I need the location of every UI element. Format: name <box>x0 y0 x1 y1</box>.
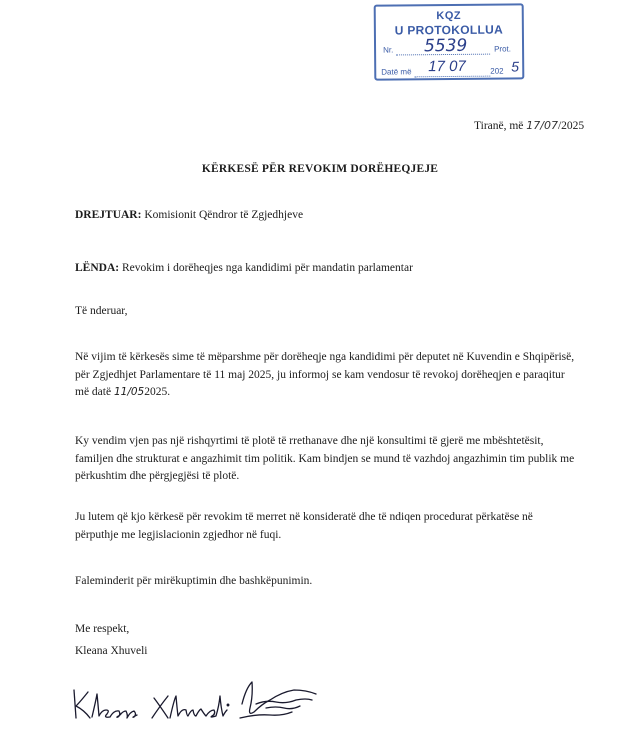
handwritten-signature <box>70 660 330 722</box>
stamp-nr-label: Nr. <box>383 45 394 55</box>
closing: Me respekt, <box>75 623 130 635</box>
addressee-value: Komisionit Qëndror të Zgjedhjeve <box>144 209 304 221</box>
stamp-date-label: Datë më <box>381 67 412 77</box>
stamp-prot-label: Prot. <box>494 44 512 54</box>
stamp-nr-value: 5539 <box>423 35 468 57</box>
stamp-label: U PROTOKOLLUA <box>394 22 504 38</box>
stamp-year-digit: 5 <box>511 58 520 75</box>
date-day-month: 17/07 <box>526 119 558 132</box>
date-year: /2025 <box>557 120 585 132</box>
paragraph-3: Ju lutem që kjo kërkesë për revokim të merret në konsideratë dhe të ndiqen procedurat përkatëse në përputhje me legjislacionin zgjedhor në fuqi. <box>75 511 533 541</box>
salutation: Të nderuar, <box>75 305 128 317</box>
subject-value: Revokim i dorëheqjes nga kandidimi për mandatin parlamentar <box>121 262 413 274</box>
protocol-stamp <box>374 3 525 80</box>
paragraph-1-suffix: 2025. <box>144 386 171 398</box>
document-date <box>474 119 584 132</box>
addressee-label: DREJTUAR: <box>75 209 142 221</box>
paragraph-1-text: Në vijim të kërkesës sime të mëparshme për dorëheqje nga kandidimi për deputet në Kuvendin e Shqipërisë, për Zgjedhjet Parlamentare të 11 maj 2025, ju informoj se kam vendosur të revokoj dorëheqjen e paraqitur më datë <box>75 351 575 398</box>
stamp-date-value: 17 07 <box>428 57 466 76</box>
subject-line <box>75 262 413 274</box>
document-title: KËRKESË PËR REVOKIM DORËHEQJEJE <box>201 163 439 175</box>
signature-graphic <box>70 660 330 722</box>
paragraph-1 <box>75 349 575 402</box>
signer-name: Kleana Xhuveli <box>75 645 148 657</box>
paragraph-4: Faleminderit për mirëkuptimin dhe bashkëpunimin. <box>75 575 313 587</box>
addressee-line <box>75 209 303 221</box>
handwritten-date: 11/05 <box>113 386 145 398</box>
paragraph-2: Ky vendim vjen pas një rishqyrtimi të plotë të rrethanave dhe një konsultimi të gjerë me mbështetësit, familjen dhe strukturat e angazhimit tim politik. Kam bindjen se mund të vazhdoj angazhimin tim publik me përkushtim dhe përgjegjësi të plotë. <box>75 435 575 482</box>
stamp-line <box>414 76 490 78</box>
date-prefix: Tiranë, më <box>474 120 524 132</box>
stamp-org: KQZ <box>436 9 462 23</box>
subject-label: LËNDA: <box>75 262 120 274</box>
stamp-year-label: 202 <box>490 66 504 76</box>
